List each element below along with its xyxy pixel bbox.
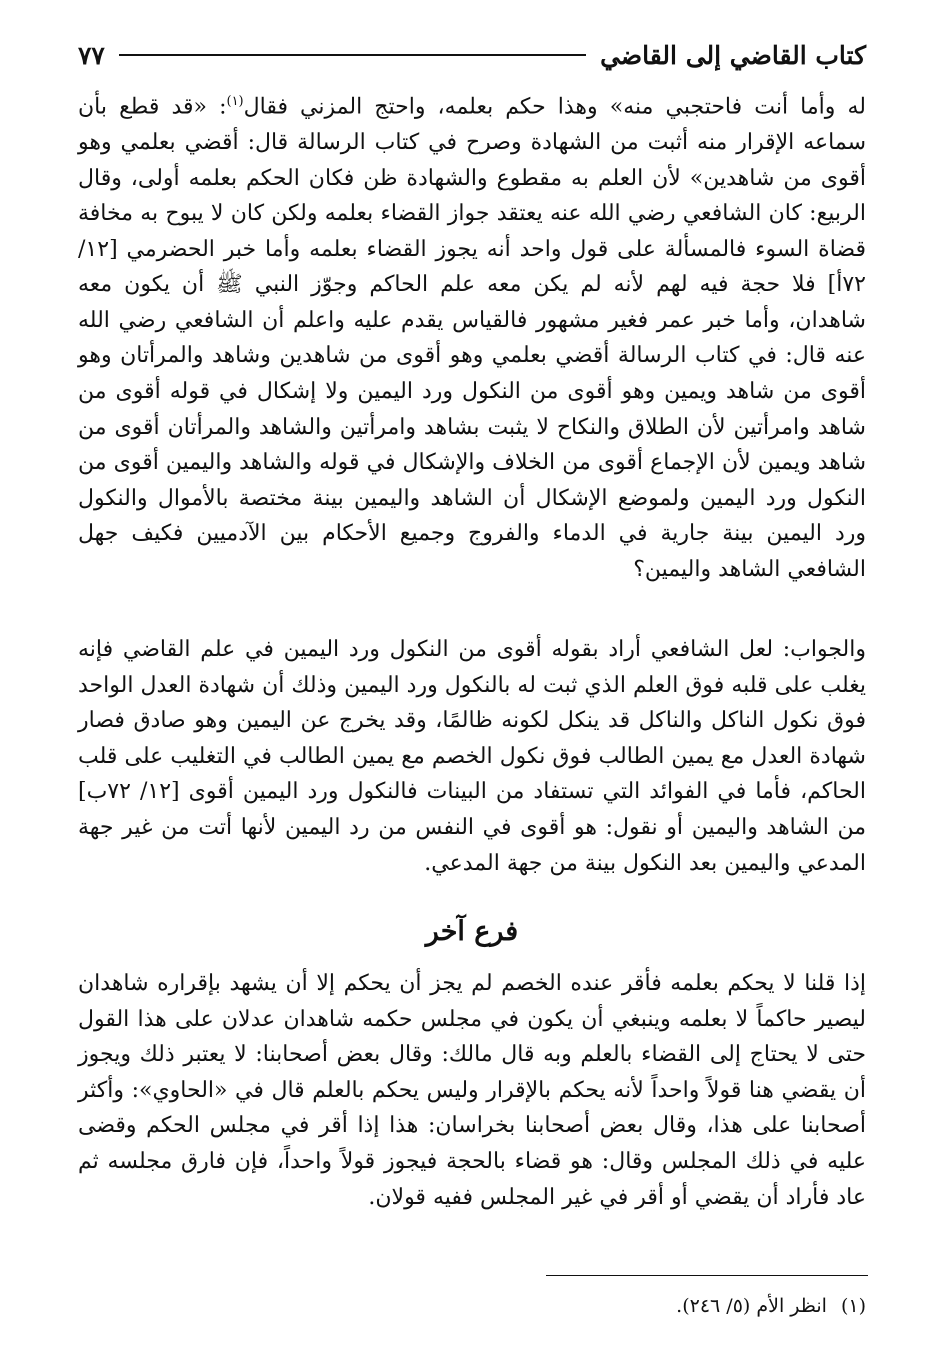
footnote [78, 1292, 866, 1320]
header-rule [119, 54, 586, 56]
paragraph-2: والجواب: لعل الشافعي أراد بقوله أقوى من النكول ورد اليمين في علم القاضي فإنه يغلب على قلبه فوق العلم الذي ثبت له بالنكول ورد اليمين وذلك أن شهادة العدل الواحد فوق نكول الناكل والناكل قد ينكل لكونه ظالمًا، وقد يخرج عن اليمين وهو صادق فصار شهادة العدل مع يمين الطالب فوق نكول الخصم مع يمين الطالب في التغليب على قلب الحاكم، فأما في الفوائد التي تستفاد من البينات فالنكول ورد اليمين أقوى [١٢/ ٧٢ب] من الشاهد واليمين أو نقول: هو أقوى في النفس من رد اليمين لأنها أتت من غير جهة المدعي واليمين بعد النكول بينة من جهة المدعي. [78, 637, 867, 876]
footnote-rule [546, 1275, 868, 1276]
body-section-1 [78, 84, 866, 588]
body-section-2 [78, 632, 866, 881]
paragraph-1 [78, 84, 866, 588]
footnote-ref: (١) [226, 94, 244, 109]
section-heading: فرع آخر [425, 916, 519, 947]
page-number: ٧٧ [78, 40, 105, 70]
body-section-3 [78, 966, 866, 1215]
paragraph-3: إذا قلنا لا يحكم بعلمه فأقر عنده الخصم لم يجز أن يحكم إلا أن يشهد بإقراره شاهدان ليصير حاكماً لا بعلمه وينبغي أن يكون في مجلس حكمه شاهدان عدلان على هذا القول حتى لا يحتاج إلى القضاء بالعلم وبه قال مالك: وقال بعض أصحابنا: لا يعتبر ذلك ويجوز أن يقضي هنا قولاً واحداً لأنه يحكم بالإقرار وليس يحكم بالعلم قال في «الحاوي»: وأكثر أصحابنا على هذا، وقال بعض أصحابنا بخراسان: هذا إذا أقر في مجلس الحكم وقضى عليه في ذلك المجلس وقال: هو قضاء بالحجة فيجوز قولاً واحداً، فإن فارق مجلسه ثم عاد فأراد أن يقضي أو أقر في غير المجلس ففيه قولان. [78, 971, 866, 1210]
paragraph-1-start: له وأما أنت فاحتجبي منه» وهذا حكم بعلمه، واحتج المزني فقال [243, 94, 867, 120]
footnote-text: انظر الأم (٥/ ٢٤٦). [676, 1295, 827, 1317]
page-header [78, 32, 866, 78]
footnote-number: (١) [840, 1295, 866, 1317]
paragraph-1-rest: : «قد قطع بأن سماعه الإقرار منه أثبت من الشهادة وصرح في كتاب الرسالة قال: أقضي بعلمي وهو أقوى من شاهدين» لأن العلم به مقطوع والشهادة ظن فكان الحكم بعلمه أولى، وقال الربيع: كان الشافعي رضي الله عنه يعتقد جواز القضاء بعلمه ولكن كان لا يبوح به مخافة قضاة السوء فالمسألة على قول واحد أنه يجوز القضاء بعلمه وأما خبر الحضرمي [١٢/ ٧٢أ] فلا حجة فيه لهم لأنه لم يكن معه علم الحاكم وجوّز النبي ﷺ أن يكون معه شاهدان، وأما خبر عمر فغير مشهور فالقياس يقدم عليه واعلم أن الشافعي رضي الله عنه قال: في كتاب الرسالة أقضي بعلمي وهو أقوى من شاهدين وشاهد والمرأتان وهو أقوى من شاهد ويمين وهو أقوى من النكول ورد اليمين ولا إشكال في قوله أقوى من شاهد وامرأتين لأن الطلاق والنكاح لا يثبت بشاهد وامرأتين والشاهد والمرأتان أقوى من شاهد ويمين لأن الإجماع أقوى من الخلاف والإشكال في قوله والشاهد واليمين أقوى من النكول ورد اليمين ولموضع الإشكال أن الشاهد واليمين بينة مختصة بالأموال والنكول ورد اليمين بينة جارية في الدماء والفروج وجميع الأحكام بين الآدميين فكيف جهل الشافعي الشاهد واليمين؟ [78, 94, 866, 583]
running-title: كتاب القاضي إلى القاضي [600, 40, 866, 70]
